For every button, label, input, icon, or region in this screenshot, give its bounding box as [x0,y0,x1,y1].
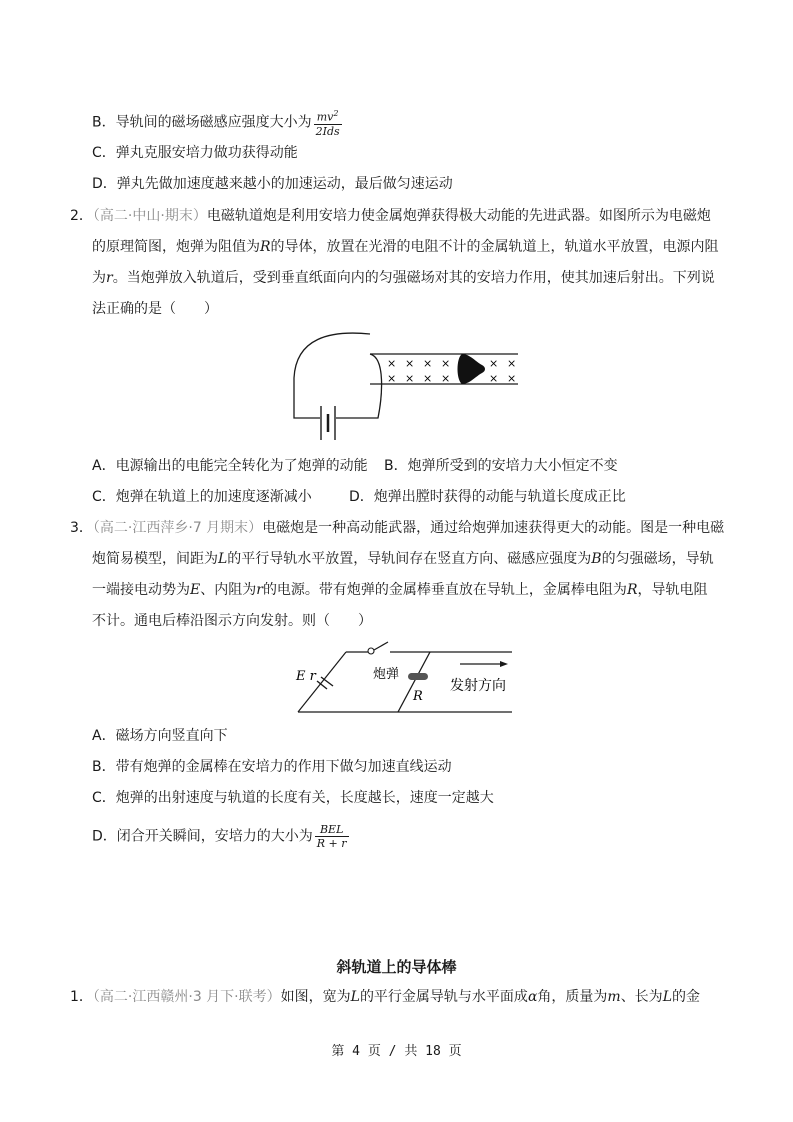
q3-fig-shell-label: 炮弹 [373,667,400,682]
q3-stem-line1: 3．（高二·江西萍乡·7 月期末）电磁炮是一种高动能武器，通过给炮弹加速获得更大的动能。图是一种电磁 [70,520,725,536]
q2-field-mark: × [507,357,517,370]
section-q1-source: （高二·江西赣州·3 月下·联考） [92,989,281,1005]
q3-source: （高二·江西萍乡·7 月期末） [92,520,263,536]
q2-field-mark: × [441,357,451,370]
q3-fig-er-label: E r [296,669,316,684]
q2-field-mark: × [489,357,499,370]
q1-option-b-formula: $\frac{mv^2}{\text{2Ids}}$ [315,109,340,138]
q2-option-a: A．电源输出的电能完全转化为了炮弹的动能 [92,458,368,474]
q2-stem-line4: 法正确的是（ ） [92,301,218,317]
q3-stem-line4: 不计。通电后棒沿图示方向发射。则（ ） [92,613,372,629]
q2-field-mark: × [507,372,517,385]
section-q1-stem: 1．（高二·江西赣州·3 月下·联考）如图，宽为L的平行金属导轨与水平面成α角，质量为m、长为L的金 [70,989,700,1005]
q2-field-mark: × [489,372,499,385]
q2-field-mark: × [387,357,397,370]
q3-number: 3． [70,520,93,536]
q2-field-mark: × [387,372,397,385]
q3-fig-r-label: R [413,689,423,704]
q3-option-c: C．炮弹的出射速度与轨道的长度有关，长度越长，速度一定越大 [92,790,494,806]
q2-stem-line3: 为r。当炮弹放入轨道后，受到垂直纸面向内的匀强磁场对其的安培力作用，使其加速后射出。下列说 [92,270,715,286]
q1-option-b-text: B．导轨间的磁场磁感应强度大小为 [92,114,312,131]
q2-option-d: D．炮弹出膛时获得的动能与轨道长度成正比 [349,489,626,505]
q2-field-mark: × [423,372,433,385]
q1-option-c: C．弹丸克服安培力做功获得动能 [92,145,298,161]
q2-field-mark: × [441,372,451,385]
q2-field-mark: × [423,357,433,370]
q3-option-b: B．带有炮弹的金属棒在安培力的作用下做匀加速直线运动 [92,759,452,775]
q3-fig-direction-label: 发射方向 [450,678,506,694]
q3-option-d [92,823,349,850]
q3-stem-line2: 炮简易模型，间距为L的平行导轨水平放置，导轨间存在竖直方向、磁感应强度为B的匀强磁场，导轨 [92,551,714,567]
q3-option-a: A．磁场方向竖直向下 [92,728,228,744]
q2-railgun-diagram [290,328,525,446]
section-q1-number: 1． [70,989,93,1005]
q2-number: 2． [70,208,93,224]
q2-option-b: B．炮弹所受到的安培力大小恒定不变 [384,458,618,474]
q3-option-d-text: D．闭合开关瞬间，安培力的大小为 [92,828,313,845]
q3-stem-line3: 一端接电动势为E、内阻为r的电源。带有炮弹的金属棒垂直放在导轨上，金属棒电阻为R，导轨电阻 [92,582,708,598]
q2-stem-line2: 的原理简图，炮弹为阻值为R的导体，放置在光滑的电阻不计的金属轨道上，轨道水平放置，电源内阻 [92,239,719,255]
q2-source: （高二·中山·期末） [92,208,207,224]
q2-field-mark: × [405,372,415,385]
q2-shell [458,354,486,384]
page-footer: 第 4 页 / 共 18 页 [331,1044,462,1059]
q2-field-mark: × [405,357,415,370]
section-title: 斜轨道上的导体棒 [336,958,457,976]
q1-option-d: D．弹丸先做加速度越来越小的加速运动，最后做匀速运动 [92,176,453,192]
q2-stem-line1: 2．（高二·中山·期末）电磁轨道炮是利用安培力使金属炮弹获得极大动能的先进武器。如图所示为电磁炮 [70,208,711,224]
q3-shell [408,673,428,680]
q1-option-b [92,107,342,138]
q3-rail-diagram [290,640,520,720]
q2-option-c: C．炮弹在轨道上的加速度逐渐减小 [92,489,312,505]
q3-option-d-formula: $\frac{\text{BEL}}{R + r}$ [316,823,347,850]
